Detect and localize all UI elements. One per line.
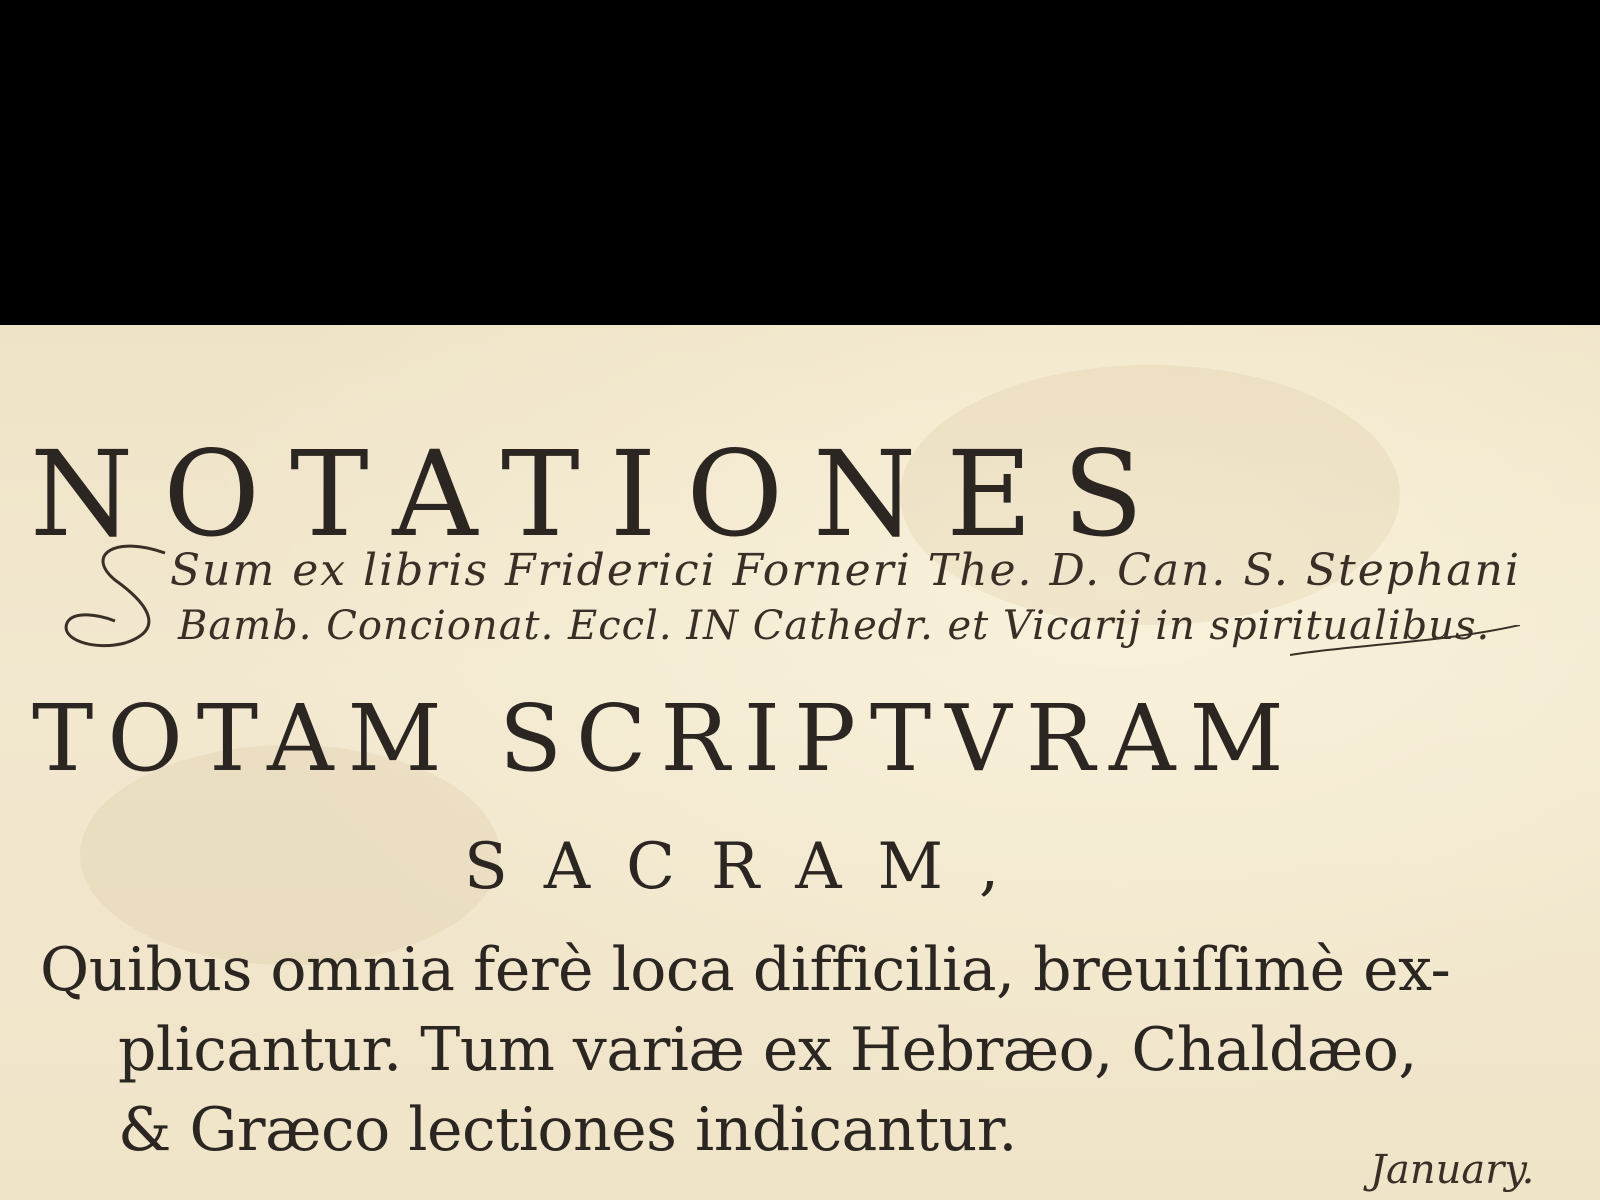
handwritten-strike bbox=[1290, 625, 1520, 685]
title-sacram: SACRAM, bbox=[464, 830, 1036, 904]
handwritten-bottom: January. bbox=[1370, 1147, 1535, 1193]
handwritten-ownership-line-1: Sum ex libris Friderici Forneri The. D. Can. S. Stephani bbox=[170, 545, 1521, 596]
title-totam-scripturam: TOTAM SCRIPTVRAM bbox=[32, 685, 1298, 792]
body-line: Quibus omnia ferè loca difficilia, breuiſſimè ex- bbox=[40, 935, 1451, 1005]
body-line: & Græco lectiones indicantur. bbox=[118, 1095, 1017, 1165]
handwritten-ownership-line-2: Bamb. Concionat. Eccl. IN Cathedr. et Vicarij in spiritualibus. bbox=[178, 603, 1491, 649]
title-notationes: NOTATIONES bbox=[30, 425, 1174, 563]
body-line: plicantur. Tum variæ ex Hebræo, Chaldæo, bbox=[118, 1015, 1417, 1085]
title-page bbox=[0, 325, 1600, 1200]
